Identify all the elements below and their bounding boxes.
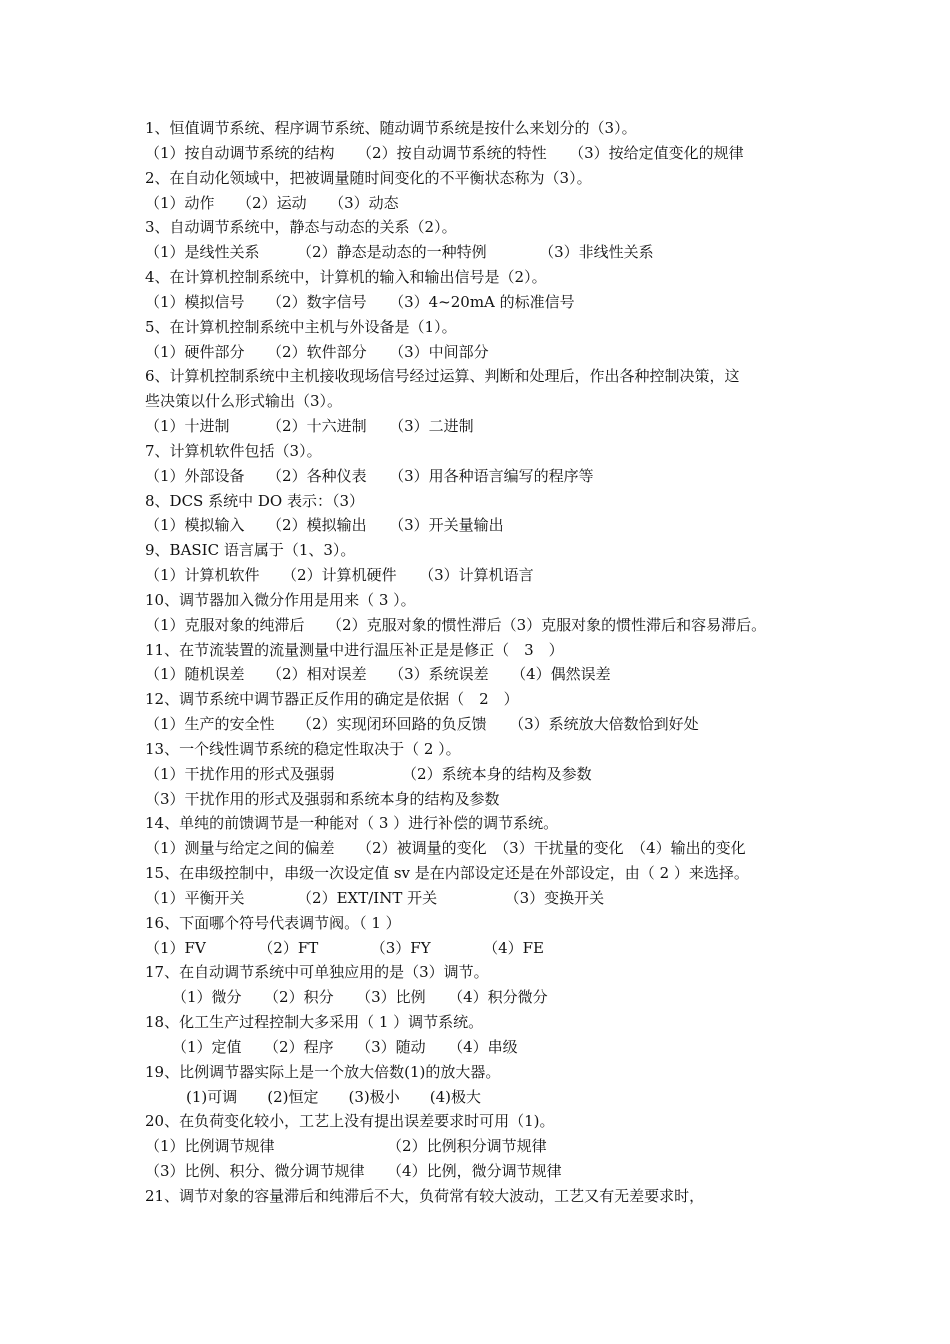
question-16-options: （1）FV （2）FT （3）FY （4）FE <box>145 939 544 957</box>
question-2-options: （1）动作 （2）运动 （3）动态 <box>145 194 399 212</box>
question-5-options: （1）硬件部分 （2）软件部分 （3）中间部分 <box>145 343 489 361</box>
question-18: 18、化工生产过程控制大多采用（ 1 ）调节系统。 <box>145 1013 484 1031</box>
question-3-options: （1）是线性关系 （2）静态是动态的一种特例 （3）非线性关系 <box>145 243 654 261</box>
question-4-options: （1）模拟信号 （2）数字信号 （3）4~20mA 的标准信号 <box>145 293 575 311</box>
question-13: 13、一个线性调节系统的稳定性取决于（ 2 ）。 <box>145 740 461 758</box>
question-19: 19、比例调节器实际上是一个放大倍数(1)的放大器。 <box>145 1063 501 1081</box>
question-13-options-a: （1）干扰作用的形式及强弱 （2）系统本身的结构及参数 <box>145 765 592 783</box>
question-13-options-b: （3）干扰作用的形式及强弱和系统本身的结构及参数 <box>145 790 500 808</box>
question-20-options-a: （1）比例调节规律 （2）比例积分调节规律 <box>145 1137 547 1155</box>
question-6: 6、计算机控制系统中主机接收现场信号经过运算、判断和处理后，作出各种控制决策，这 <box>145 367 740 385</box>
question-20-options-b: （3）比例、积分、微分调节规律 （4）比例，微分调节规律 <box>145 1162 562 1180</box>
question-6-options: （1）十进制 （2）十六进制 （3）二进制 <box>145 417 474 435</box>
question-4: 4、在计算机控制系统中，计算机的输入和输出信号是（2）。 <box>145 268 547 286</box>
question-9: 9、BASIC 语言属于（1、3）。 <box>145 541 356 559</box>
question-11-options: （1）随机误差 （2）相对误差 （3）系统误差 （4）偶然误差 <box>145 665 611 683</box>
question-1: 1、恒值调节系统、程序调节系统、随动调节系统是按什么来划分的（3）。 <box>145 119 637 137</box>
question-10: 10、调节器加入微分作用是用来（ 3 ）。 <box>145 591 416 609</box>
question-15: 15、在串级控制中，串级一次设定值 sv 是在内部设定还是在外部设定，由（ 2 ）来选择。 <box>145 864 749 882</box>
question-10-options: （1）克服对象的纯滞后 （2）克服对象的惯性滞后（3）克服对象的惯性滞后和容易滞后。 <box>145 616 767 634</box>
question-21: 21、调节对象的容量滞后和纯滞后不大，负荷常有较大波动，工艺又有无差要求时， <box>145 1187 705 1205</box>
question-14: 14、单纯的前馈调节是一种能对（ 3 ）进行补偿的调节系统。 <box>145 814 559 832</box>
question-16: 16、下面哪个符号代表调节阀。（ 1 ） <box>145 914 401 932</box>
question-11: 11、在节流装置的流量测量中进行温压补正是是修正（ 3 ） <box>145 641 564 659</box>
question-15-options: （1）平衡开关 （2）EXT/INT 开关 （3）变换开关 <box>145 889 605 907</box>
question-18-options: （1）定值 （2）程序 （3）随动 （4）串级 <box>172 1038 518 1056</box>
question-12: 12、调节系统中调节器正反作用的确定是依据（ 2 ） <box>145 690 519 708</box>
question-8: 8、DCS 系统中 DO 表示：（3） <box>145 492 364 510</box>
question-12-options: （1）生产的安全性 （2）实现闭环回路的负反馈 （3）系统放大倍数恰到好处 <box>145 715 699 733</box>
question-7-options: （1）外部设备 （2）各种仪表 （3）用各种语言编写的程序等 <box>145 467 594 485</box>
question-1-options: （1）按自动调节系统的结构 （2）按自动调节系统的特性 （3）按给定值变化的规律 <box>145 144 744 162</box>
question-7: 7、计算机软件包括（3）。 <box>145 442 322 460</box>
question-5: 5、在计算机控制系统中主机与外设备是（1）。 <box>145 318 457 336</box>
question-3: 3、自动调节系统中，静态与动态的关系（2）。 <box>145 218 457 236</box>
question-17: 17、在自动调节系统中可单独应用的是（3）调节。 <box>145 963 489 981</box>
question-20: 20、在负荷变化较小，工艺上没有提出误差要求时可用（1)。 <box>145 1112 555 1130</box>
question-9-options: （1）计算机软件 （2）计算机硬件 （3）计算机语言 <box>145 566 534 584</box>
question-19-options: (1)可调 (2)恒定 (3)极小 (4)极大 <box>186 1088 481 1106</box>
question-8-options: （1）模拟输入 （2）模拟输出 （3）开关量输出 <box>145 516 504 534</box>
question-6-continued: 些决策以什么形式输出（3）。 <box>145 392 343 410</box>
question-17-options: （1）微分 （2）积分 （3）比例 （4）积分微分 <box>172 988 548 1006</box>
question-2: 2、在自动化领域中，把被调量随时间变化的不平衡状态称为（3）。 <box>145 169 592 187</box>
question-14-options: （1）测量与给定之间的偏差 （2）被调量的变化 （3）干扰量的变化 （4）输出的变化 <box>145 839 746 857</box>
